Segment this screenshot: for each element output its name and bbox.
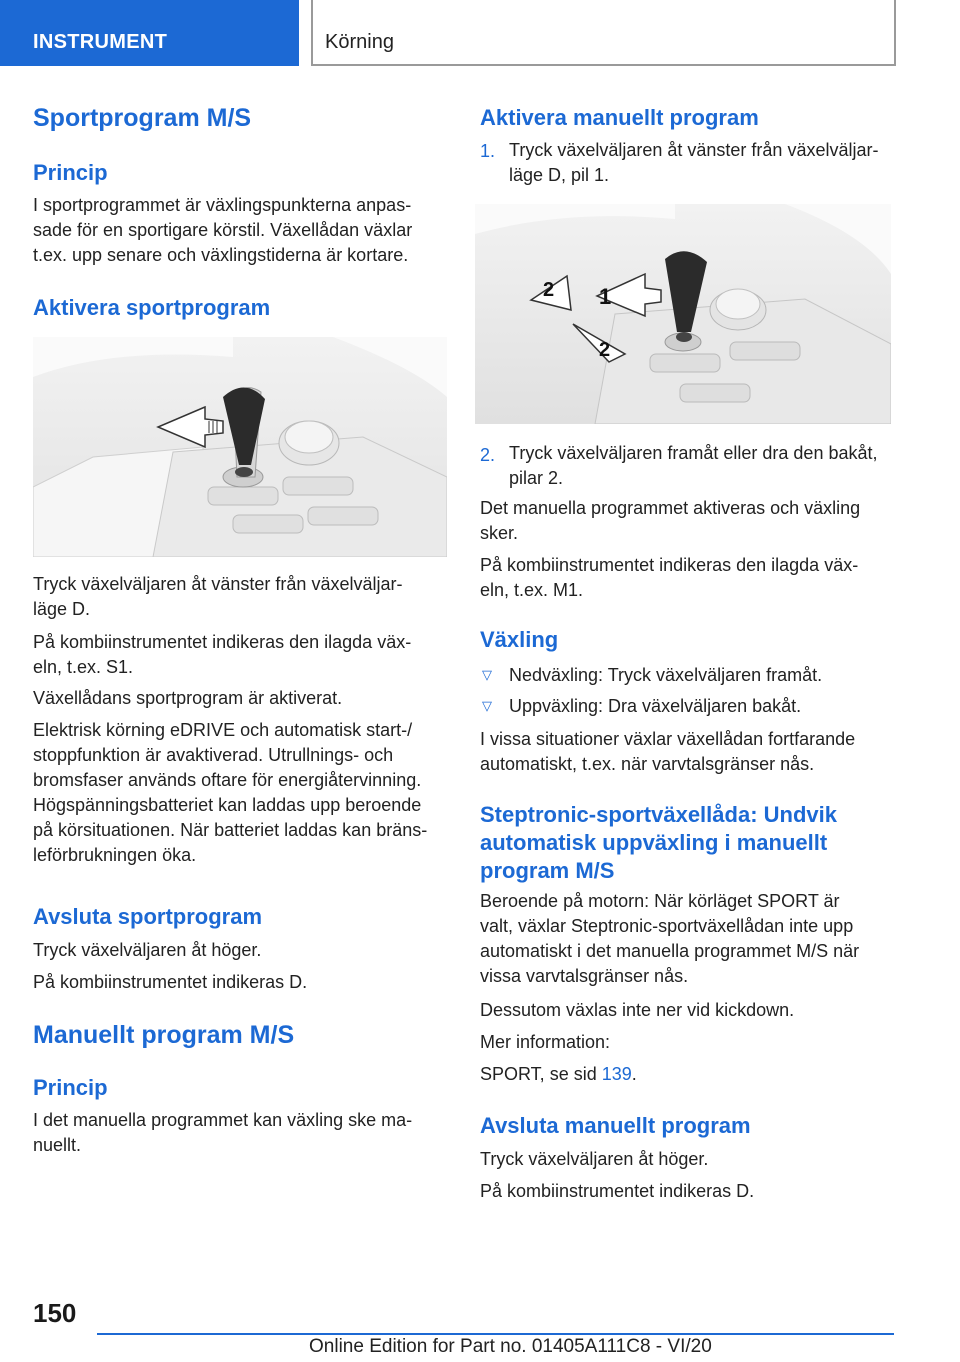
text-line: På kombiinstrumentet indikeras den ilagda väx- (33, 632, 412, 652)
text-line: Växellådans sportprogram är aktiverat. (33, 688, 343, 708)
steptronic-heading (480, 801, 837, 885)
text-line: Elektrisk körning eDRIVE och automatisk start-/ (33, 720, 413, 740)
end-manual-text-2 (480, 1179, 754, 1204)
text-line: läge D. (33, 599, 91, 619)
text-line: Dessutom växlas inte ner vid kickdown. (480, 1000, 795, 1020)
text-line: sker. (480, 523, 519, 543)
manual-principle-heading: Princip (33, 1075, 108, 1100)
text-line: Nedväxling: Tryck växelväljaren framåt. (509, 665, 823, 685)
downshift-bullet (509, 663, 822, 688)
triangle-bullet-icon: ▽ (482, 667, 492, 682)
manual-activated-text (480, 496, 860, 546)
text-line: valt, växlar Steptronic-sportväxellådan inte upp (480, 916, 854, 936)
manual-indicator-text (480, 553, 858, 603)
manual-program-title: Manuellt program M/S (33, 1021, 295, 1049)
text-line: I vissa situationer växlar växellådan fortfarande (480, 729, 856, 749)
section-title: Sportprogram M/S (33, 104, 252, 132)
upshift-bullet (509, 694, 801, 719)
text-line: Det manuella programmet aktiveras och växling (480, 498, 861, 518)
end-manual-text-1 (480, 1147, 708, 1172)
principle-heading: Princip (33, 160, 108, 185)
manual-principle-text (33, 1108, 412, 1158)
text-line: pilar 2. (509, 468, 564, 488)
text-line: automatiskt, t.ex. när varvtalsgränser nås. (480, 754, 815, 774)
reference-prefix: SPORT, se sid (480, 1064, 602, 1084)
kickdown-text (480, 998, 794, 1023)
edition-footer: Online Edition for Part no. 01405A111C8 - VI/20 (309, 1336, 712, 1357)
text-line: Tryck växelväljaren åt höger. (480, 1149, 709, 1169)
activate-sport-heading: Aktivera sportprogram (33, 295, 271, 320)
text-line: På kombiinstrumentet indikeras D. (33, 972, 308, 992)
text-line: Tryck växelväljaren åt vänster från växelväljar- (509, 140, 879, 160)
text-line: Tryck växelväljaren åt vänster från växelväljar- (33, 574, 403, 594)
end-manual-heading: Avsluta manuellt program (480, 1113, 751, 1138)
step-number: 1. (480, 141, 496, 161)
section-tab[interactable] (0, 0, 299, 66)
text-line: på körsituationen. När batteriet laddas kan bräns- (33, 820, 428, 840)
heading-line: automatisk uppväxling i manuellt (480, 830, 828, 855)
text-line: Beroende på motorn: När körläget SPORT är (480, 891, 840, 911)
text-line: Uppväxling: Dra växelväljaren bakåt. (509, 696, 802, 716)
more-info-label (480, 1030, 610, 1055)
sport-active-text (33, 686, 342, 711)
step-number: 2. (480, 445, 496, 465)
text-line: automatiskt i det manuella programmet M/S när (480, 941, 860, 961)
step1-text (509, 138, 878, 188)
footer-divider (97, 1333, 894, 1335)
shifting-heading: Växling (480, 627, 559, 652)
sport-reference (480, 1062, 637, 1087)
end-sport-heading: Avsluta sportprogram (33, 904, 263, 929)
text-line: vissa varvtalsgränser nås. (480, 966, 689, 986)
sport-indicator-text (33, 630, 411, 680)
text-line: I det manuella programmet kan växling ske ma- (33, 1110, 413, 1130)
arrow-label: 2 (543, 279, 555, 301)
text-line: Tryck växelväljaren åt höger. (33, 940, 262, 960)
arrow-label: 2 (599, 339, 611, 361)
text-line: På kombiinstrumentet indikeras den ilagda väx- (480, 555, 859, 575)
gear-selector-illustration (33, 337, 447, 557)
heading-line: Steptronic-sportväxellåda: Undvik (480, 802, 837, 827)
text-line: eln, t.ex. M1. (480, 580, 584, 600)
heading-line: program M/S (480, 858, 615, 883)
text-line: I sportprogrammet är växlingspunkterna anpas- (33, 195, 412, 215)
text-line: Tryck växelväljaren framåt eller dra den bakåt, (509, 443, 878, 463)
text-line: leförbrukningen öka. (33, 845, 197, 865)
text-line: eln, t.ex. S1. (33, 657, 134, 677)
text-line: t.ex. upp senare och växlingstiderna är kortare. (33, 245, 409, 265)
gear-selector-image (33, 337, 447, 557)
chapter-title: Körning (325, 31, 394, 53)
step2-text (509, 441, 878, 491)
page-link[interactable]: 139 (601, 1064, 632, 1084)
text-line: På kombiinstrumentet indikeras D. (480, 1181, 755, 1201)
text-line: läge D, pil 1. (509, 165, 610, 185)
principle-paragraph (33, 193, 412, 268)
manual-gear-image (475, 204, 891, 424)
steptronic-text (480, 889, 859, 989)
text-line: nuellt. (33, 1135, 82, 1155)
auto-shift-text (480, 727, 855, 777)
text-line: stoppfunktion är avaktiverad. Utrullnings- och (33, 745, 394, 765)
edrive-paragraph (33, 718, 427, 868)
text-line: bromsfaser används oftare för energiåtervinning. (33, 770, 422, 790)
reference-suffix: . (631, 1064, 637, 1084)
text-line: Högspänningsbatteriet kan laddas upp beroende (33, 795, 422, 815)
text-line (480, 1062, 637, 1087)
text-line: sade för en sportigare körstil. Växellådan växlar (33, 220, 413, 240)
arrow-label: 1 (599, 284, 612, 309)
text-line: Mer information: (480, 1032, 611, 1052)
triangle-bullet-icon: ▽ (482, 698, 492, 713)
page-number: 150 (33, 1298, 77, 1328)
section-tab-label: INSTRUMENT (33, 31, 168, 53)
activate-manual-heading: Aktivera manuellt program (480, 105, 759, 130)
manual-gear-illustration (475, 204, 891, 424)
activate-sport-text (33, 572, 402, 622)
end-sport-text-1 (33, 938, 261, 963)
chapter-header (311, 0, 896, 66)
end-sport-text-2 (33, 970, 307, 995)
